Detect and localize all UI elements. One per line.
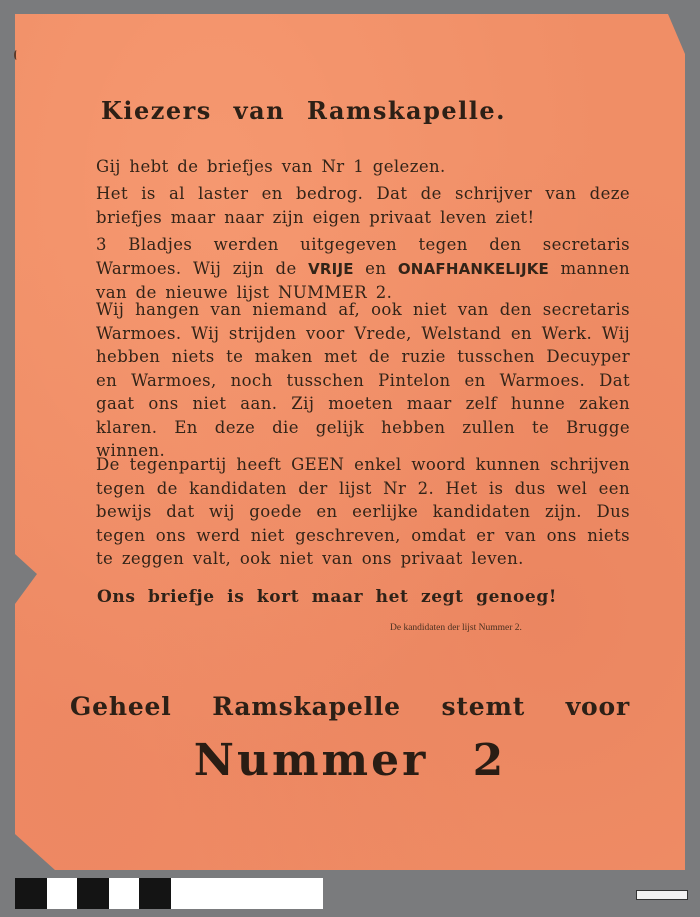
paragraph-4-text: Wij hangen van niemand af, ook niet van den secretaris Warmoes. Wij strijden voor Vrede, Welstand en Werk. Wij hebben niets te maken met de ruzie tusschen Decuyper en Warmoes, noch tusschen Pintelon en Warmoes. Dat gaat ons niet aan. Zij moeten maar zelf hunne zaken klaren. En deze die gelijk hebben zullen te Brugge winnen. (96, 300, 630, 460)
footer-word-2: Ramskapelle (212, 692, 401, 721)
scale-segment-white (109, 878, 139, 909)
closing-statement: Ons briefje is kort maar het zegt genoeg! (97, 587, 557, 607)
paragraph-3-before: 3 Bladjes werden uitgegeven tegen den secretaris Warmoes. Wij zijn de (96, 235, 630, 278)
paragraph-1 (68, 155, 630, 179)
paragraph-4 (68, 298, 630, 463)
paragraph-2-text: Het is al laster en bedrog. Dat de schrijver van deze briefjes maar naar zijn eigen privaat leven ziet! (96, 184, 630, 227)
footer-word-4: voor (565, 692, 630, 721)
scale-segment-black (15, 878, 47, 909)
signature: De kandidaten der lijst Nummer 2. (390, 623, 522, 633)
paper-stain (14, 50, 19, 60)
emphasis-onafhankelijke: ONAFHANKELIJKE (397, 259, 549, 278)
paragraph-2 (68, 182, 630, 229)
scale-segment-black (139, 878, 171, 909)
footer-line-2: Nummer 2 (193, 735, 507, 786)
footer-line-1 (70, 692, 630, 721)
archive-barcode-label (636, 890, 688, 900)
scale-segment-white (47, 878, 77, 909)
scale-segment-black (77, 878, 109, 909)
paragraph-3-middle: en (353, 258, 398, 278)
color-scale-bar (15, 878, 323, 909)
paragraph-1-text: Gij hebt de briefjes van Nr 1 gelezen. (96, 157, 446, 176)
poster-title: Kiezers van Ramskapelle. (101, 96, 506, 125)
footer-word-3: stemt (441, 692, 526, 721)
footer-word-1: Geheel (70, 692, 172, 721)
paragraph-3-after: mannen van de nieuwe lijst NUMMER 2. (96, 258, 631, 302)
paragraph-5-text: De tegenpartij heeft GEEN enkel woord kunnen schrijven tegen de kandidaten der lijst Nr 2. Het is dus wel een bewijs dat wij goede en eerlijke kandidaten zijn. Dus tegen ons werd niet geschreven, omdat er van ons niets te zeggen valt, ook niet van ons privaat leven. (96, 455, 630, 568)
paragraph-3 (68, 233, 630, 305)
scale-segment-white (171, 878, 323, 909)
paragraph-5 (68, 453, 630, 571)
emphasis-vrije: VRIJE (308, 259, 354, 278)
paragraph-3-text (68, 233, 630, 305)
